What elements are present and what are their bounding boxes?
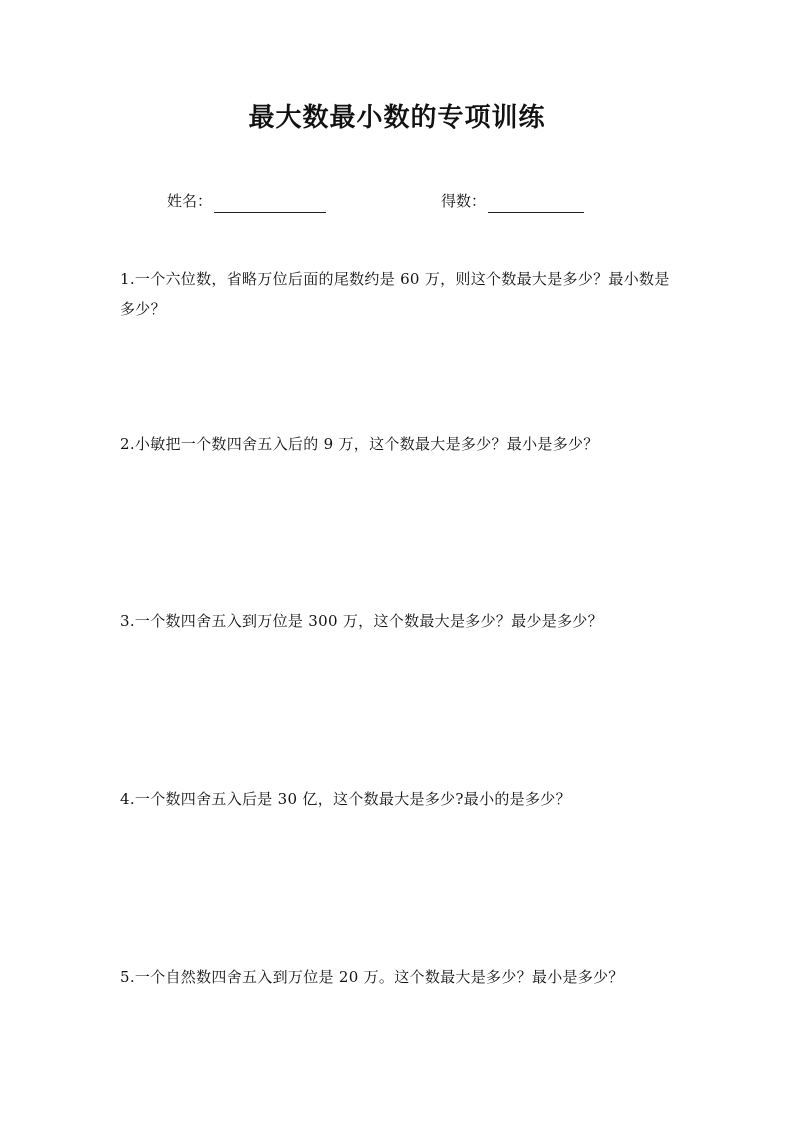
score-label: 得数： (441, 192, 487, 210)
question-5: 5.一个自然数四舍五入到万位是 20 万。这个数最大是多少？最小是多少？ (120, 968, 624, 986)
question-1: 1.一个六位数，省略万位后面的尾数约是 60 万，则这个数最大是多少？最小数是多少？ (120, 270, 670, 318)
name-blank-line[interactable] (214, 195, 326, 213)
question-3: 3.一个数四舍五入到万位是 300 万，这个数最大是多少？最少是多少？ (120, 612, 603, 630)
name-label: 姓名： (167, 192, 213, 210)
question-4: 4.一个数四舍五入后是 30 亿，这个数最大是多少?最小的是多少？ (120, 790, 571, 808)
score-blank-line[interactable] (488, 195, 584, 213)
worksheet-title: 最大数最小数的专项训练 (248, 103, 546, 133)
name-field (167, 189, 326, 213)
question-2: 2.小敏把一个数四舍五入后的 9 万，这个数最大是多少？最小是多少？ (120, 435, 599, 453)
score-field (441, 189, 584, 213)
